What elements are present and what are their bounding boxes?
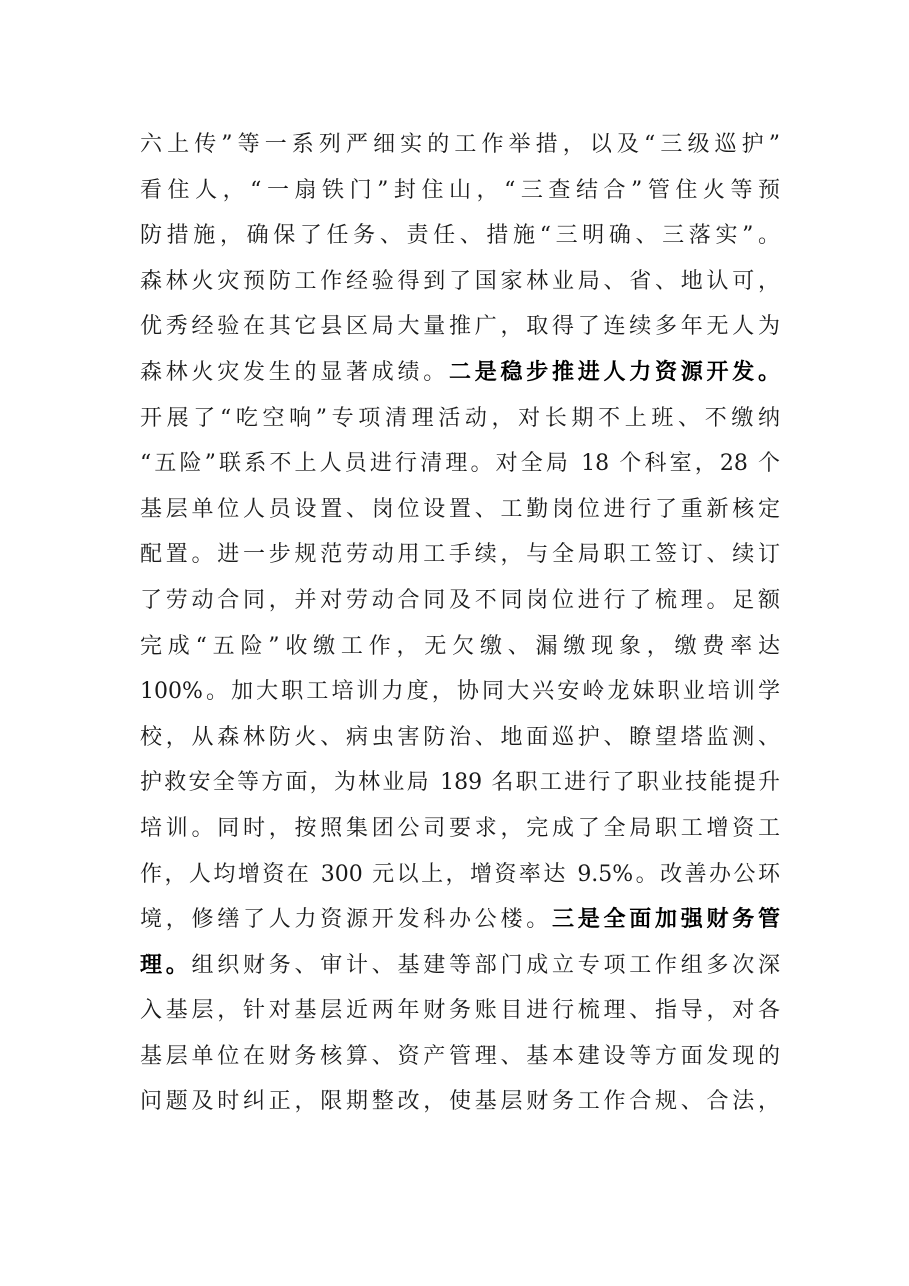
text-line	[140, 304, 780, 350]
text-line	[140, 897, 780, 943]
text-line	[140, 624, 780, 670]
bold-heading-segment: 三是全面加强财务管	[551, 906, 780, 933]
text-segment: “五险”联系不上人员进行清理。对全局 18 个科室，28 个	[140, 451, 780, 477]
body-paragraph	[140, 122, 780, 1125]
text-segment: 防措施，确保了任务、责任、措施“三明确、三落实”。	[140, 223, 780, 249]
text-segment: 校，从森林防火、病虫害防治、地面巡护、瞭望塔监测、	[140, 724, 780, 750]
text-segment: 问题及时纠正，限期整改，使基层财务工作合规、合法，	[140, 1089, 780, 1115]
text-line	[140, 213, 780, 259]
text-segment: 了劳动合同，并对劳动合同及不同岗位进行了梳理。足额	[140, 587, 780, 613]
text-line	[140, 259, 780, 305]
text-line	[140, 168, 780, 214]
text-segment: 看住人，“一扇铁门”封住山，“三查结合”管住火等预	[140, 177, 780, 203]
text-line	[140, 988, 780, 1034]
text-line	[140, 1079, 780, 1125]
bold-heading-segment: 二是稳步推进人力资源开发。	[449, 358, 780, 385]
text-segment: 配置。进一步规范劳动用工手续，与全局职工签订、续订	[140, 542, 780, 568]
text-line	[140, 532, 780, 578]
text-segment: 作，人均增资在 300 元以上，增资率达 9.5%。改善办公环	[140, 861, 780, 887]
text-segment: 护救安全等方面，为林业局 189 名职工进行了职业技能提升	[140, 770, 780, 796]
text-segment: 开展了“吃空响”专项清理活动，对长期不上班、不缴纳	[140, 405, 780, 431]
text-segment: 森林火灾预防工作经验得到了国家林业局、省、地认可，	[140, 268, 780, 294]
text-line	[140, 943, 780, 989]
text-segment: 100%。加大职工培训力度，协同大兴安岭龙妹职业培训学	[140, 679, 780, 705]
text-segment: 完成“五险”收缴工作，无欠缴、漏缴现象，缴费率达	[140, 633, 780, 659]
text-line	[140, 350, 780, 396]
text-segment: 组织财务、审计、基建等部门成立专项工作组多次深	[191, 952, 780, 978]
text-line	[140, 669, 780, 715]
text-segment: 森林火灾发生的显著成绩。	[140, 359, 449, 385]
bold-heading-segment: 理。	[140, 951, 192, 978]
text-line	[140, 806, 780, 852]
text-segment: 基层单位人员设置、岗位设置、工勤岗位进行了重新核定	[140, 496, 780, 522]
text-line	[140, 441, 780, 487]
text-line	[140, 1034, 780, 1080]
text-line	[140, 578, 780, 624]
text-line	[140, 122, 780, 168]
text-segment: 优秀经验在其它县区局大量推广，取得了连续多年无人为	[140, 314, 780, 340]
text-line	[140, 760, 780, 806]
text-segment: 培训。同时，按照集团公司要求，完成了全局职工增资工	[140, 815, 780, 841]
text-line	[140, 396, 780, 442]
text-line	[140, 487, 780, 533]
text-line	[140, 715, 780, 761]
text-segment: 入基层，针对基层近两年财务账目进行梳理、指导，对各	[140, 998, 780, 1024]
text-line	[140, 852, 780, 898]
text-segment: 六上传”等一系列严细实的工作举措，以及“三级巡护”	[140, 132, 780, 157]
text-segment: 基层单位在财务核算、资产管理、基本建设等方面发现的	[140, 1043, 780, 1069]
text-segment: 境，修缮了人力资源开发科办公楼。	[140, 907, 552, 933]
